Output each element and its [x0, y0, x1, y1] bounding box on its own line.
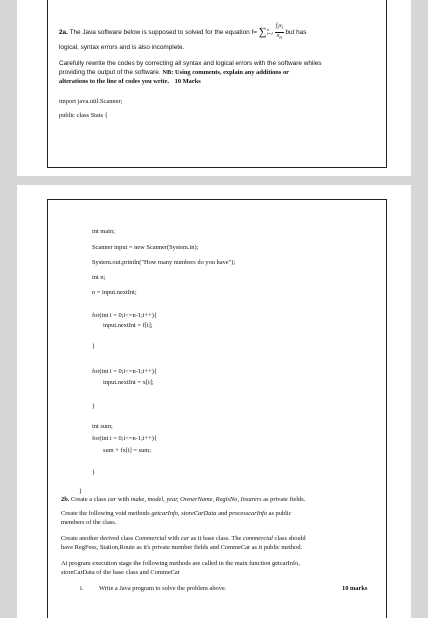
code-line: } — [92, 469, 96, 476]
question-2b-label: 2b. — [61, 496, 70, 503]
code-line: sum + fx[i] = sum; — [103, 447, 152, 454]
sigma-symbol: ∑ — [258, 26, 267, 39]
question-2b-para-2-line-1: Create the following void methods getcarInfo, storeCarData and processcarInfo as public — [61, 510, 292, 517]
question-2b-para-3-line-1: Create another derived class Commercial with car as it base class. The commercial class should — [61, 535, 306, 542]
code-line: int n; — [92, 274, 106, 281]
document-page-2 — [17, 185, 411, 618]
code-line: for(int i = 0;i<=n-1;i++){ — [92, 435, 157, 442]
fraction-denominator: $x_n$ — [276, 32, 282, 42]
question-2a-text: The Java software below is supposed to solved for the equation f= — [69, 28, 257, 36]
question-item-text: Write a Java program to solve the problem above. — [99, 585, 227, 592]
sum-upper-limit: n — [266, 26, 269, 32]
code-line: int sum; — [92, 423, 113, 430]
code-line: System.out.println("How many numbers do you have"); — [92, 259, 236, 266]
question-2a-label: 2a. — [59, 28, 68, 36]
code-line: n = input.nextInt; — [92, 289, 137, 296]
code-line: } — [92, 403, 96, 410]
instruction-line-3: alterations to the line of codes you write. 10 Marks — [59, 78, 201, 85]
marks-label: 10 Marks — [174, 78, 201, 85]
equation-fraction — [275, 23, 284, 42]
code-line: int main; — [92, 228, 115, 235]
instruction-line-1: Carefully rewrite the codes by correcting all syntax and logical errors with the software whiles — [59, 60, 322, 67]
code-line: for(int i = 0;i<=n-1;i++){ — [92, 368, 157, 375]
question-2b-line-1: 2b. Create a class car with make, model, year, OwnerName, RegisNo, Insurers as private fields. — [61, 496, 306, 503]
instruction-line-2: providing the output of the software. NB: Using comments, explain any additions or — [59, 69, 289, 76]
sum-lower-limit: i=1 — [266, 31, 274, 37]
question-2a-line-1 — [59, 23, 306, 42]
code-class-declaration: public class Stats { — [59, 112, 108, 119]
question-2a-text-after: but has — [285, 28, 307, 36]
code-line: input.nextInt = f[i]; — [103, 322, 153, 329]
question-item-marks: 10 marks — [342, 585, 368, 592]
code-line: } — [79, 488, 83, 495]
question-2b-para-4-line-2: storeCarData of the base class and CommeCar — [61, 569, 180, 576]
question-2b-para-2-line-2: members of the class. — [61, 519, 117, 526]
question-2b-para-3-line-2: have RegFees, Station,Route as it's private member fields and CommeCar as it public method. — [61, 544, 303, 551]
code-line: input.nextInt = x[i]; — [103, 379, 154, 386]
code-line: } — [92, 343, 96, 350]
code-line: Scanner input = new Scanner(System.in); — [92, 244, 199, 251]
equation — [258, 23, 286, 42]
document-page-1 — [17, 0, 411, 176]
code-import: import java.util.Scanner; — [59, 98, 123, 105]
question-2b-para-4-line-1: At program execution stage the following methods are called in the main function getcarInfo, — [61, 560, 300, 567]
code-line: for(int i = 0;i<=n-1;i++){ — [92, 312, 157, 319]
fraction-numerator: $f_ix_i$ — [275, 23, 283, 32]
question-2a-line-2: logical, syntax errors and is also incomplete. — [59, 44, 185, 51]
question-item-number: i. — [80, 585, 84, 592]
